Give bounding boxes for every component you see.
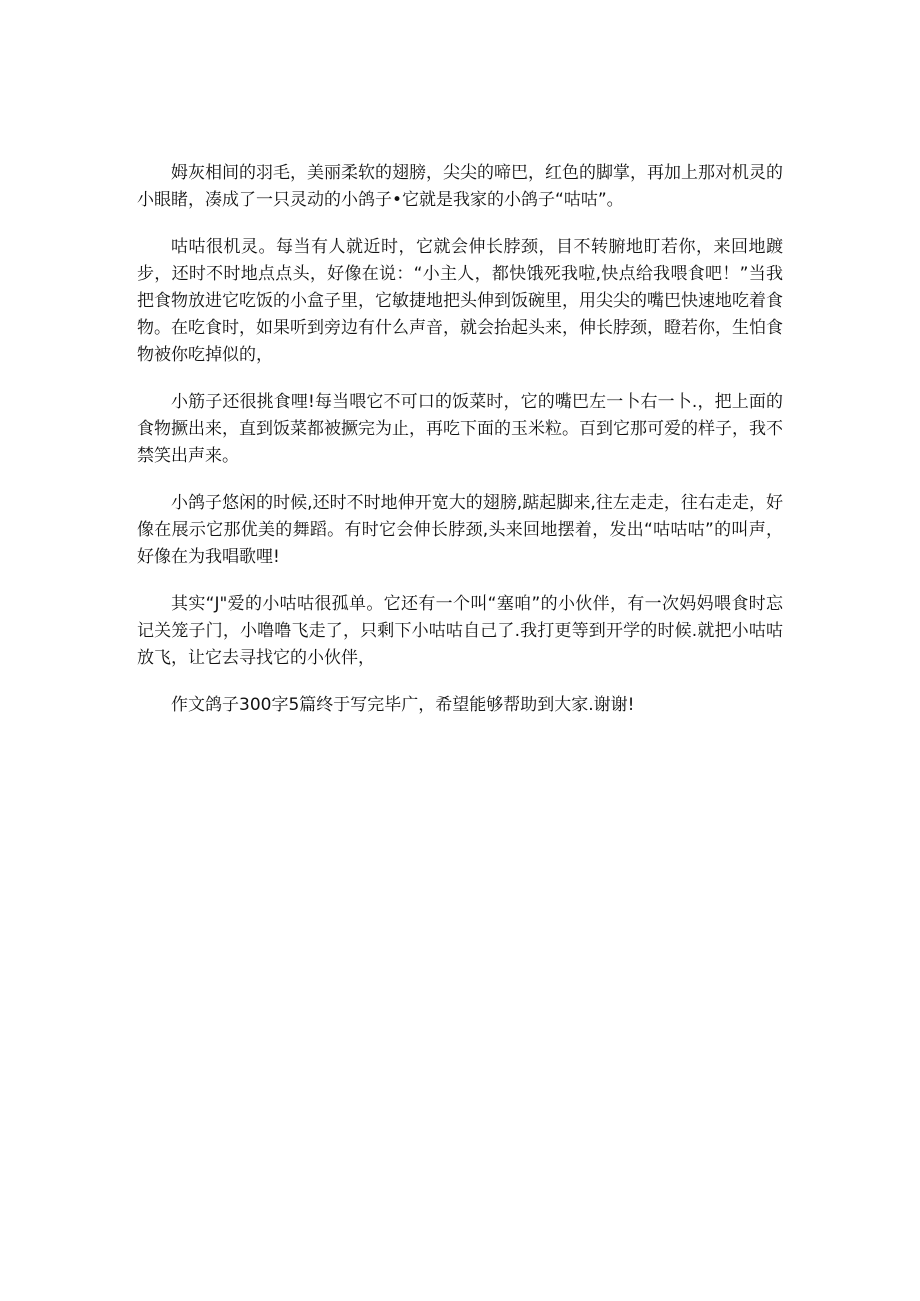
paragraph-4: 小鸽子悠闲的时候,还时不时地伸开宽大的翅膀,踮起脚来,往左走走，往右走走，好像在展示它那优美的舞蹈。有时它会伸长脖颈,头来回地摆着，发出“咕咕咕”的叫声，好像在为我唱歌哩! bbox=[137, 493, 783, 567]
document-body bbox=[137, 160, 783, 739]
paragraph-3: 小筋子还很挑食哩!每当喂它不可口的饭菜时，它的嘴巴左一卜右一卜.，把上面的食物撅出来，直到饭菜都被撅完为止，再吃下面的玉米粒。百到它那可爱的样子，我不禁笑出声来。 bbox=[137, 392, 783, 466]
paragraph-1: 姆灰相间的羽毛，美丽柔软的翅膀，尖尖的啼巴，红色的脚掌，再加上那对机灵的小眼睹，凑成了一只灵动的小鸽子•它就是我家的小鸽子“咕咕”。 bbox=[137, 163, 783, 210]
paragraph-5: 其实“J"爱的小咕咕很孤单。它还有一个叫“塞咱”的小伙伴，有一次妈妈喂食时忘记关笼子门，小噜噜飞走了，只剩下小咕咕自己了.我打更等到开学的时候.就把小咕咕放飞，让它去寻找它的小伙伴， bbox=[137, 594, 783, 668]
paragraph-6: 作文鸽子300字5篇终于写完毕广，希望能够帮助到大家.谢谢! bbox=[171, 695, 635, 715]
paragraph-2: 咕咕很机灵。每当有人就近时，它就会伸长脖颈，目不转腑地盯若你，来回地踱步，还时不时地点点头，好像在说：“小主人，都快饿死我啦,快点给我喂食吧！”当我把食物放进它吃饭的小盒子里，它敏捷地把头伸到饭碗里，用尖尖的嘴巴快速地吃着食物。在吃食时，如果听到旁边有什么声音，就会抬起头来，伸长脖颈，瞪若你，生怕食物被你吃掉似的， bbox=[137, 237, 783, 365]
